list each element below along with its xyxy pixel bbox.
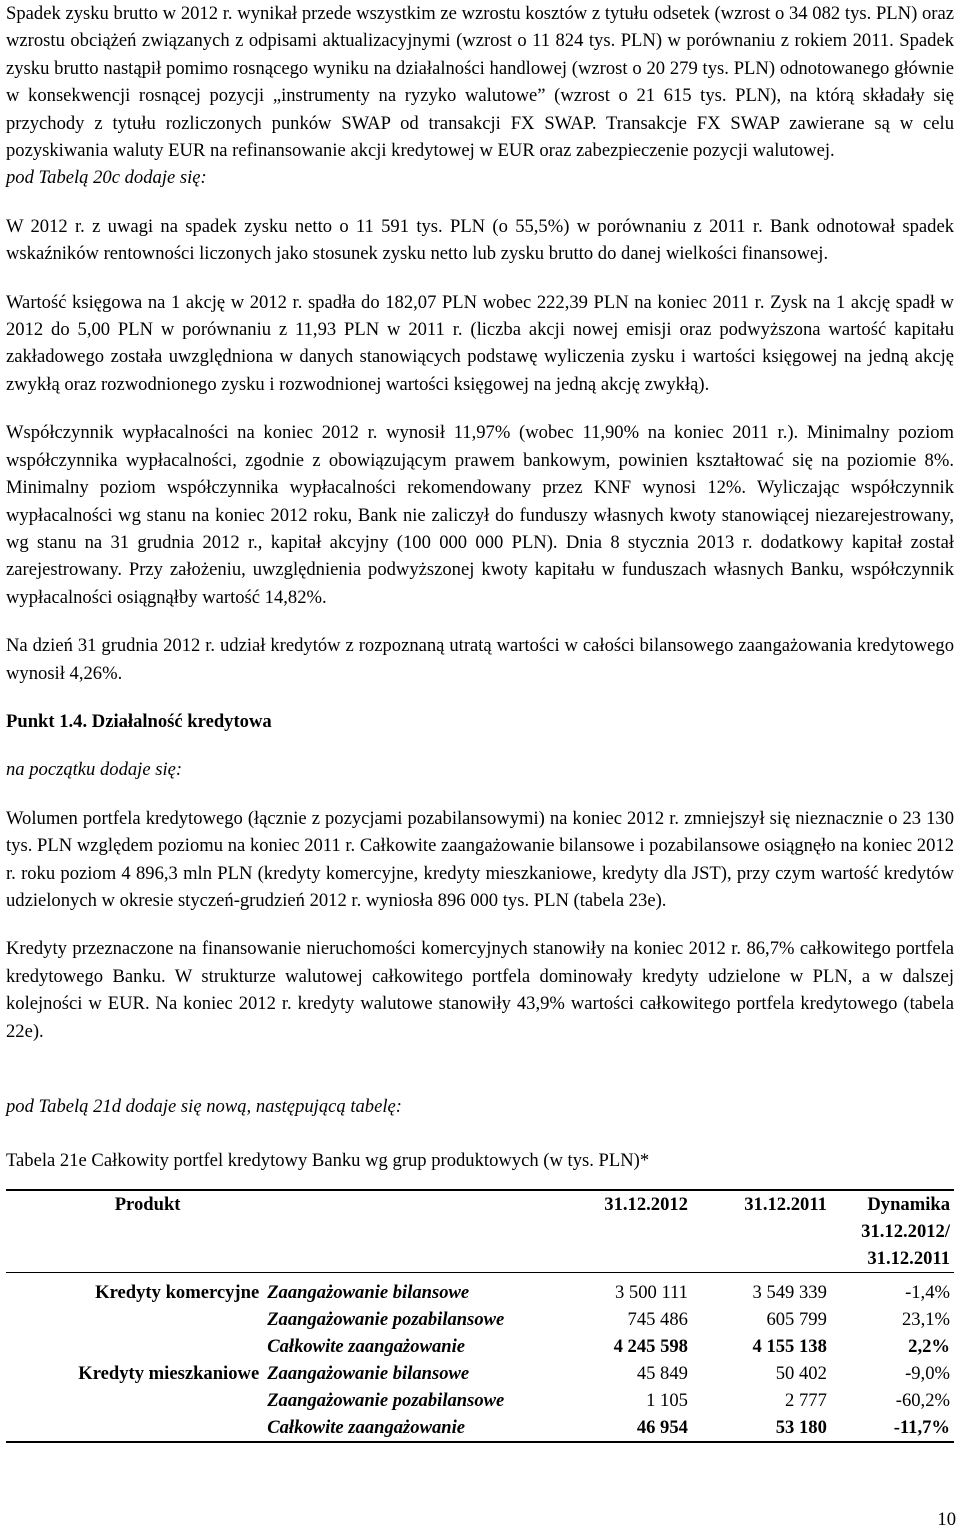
paragraph-solvency-ratio: Współczynnik wypłacalności na koniec 2012 r. wynosił 11,97% (wobec 11,90% na koniec 2011 r.). Minimalny poziom współczynnika wypłacalności, zgodnie z obowiązującym prawem bankowym, powinien kształtować się na poziomie 8%. Minimalny poziom współczynnika wypłacalności rekomendowany przez KNF wynosi 12%. Wyliczając współczynnik wypłacalności wg stanu na koniec 2012 roku, Bank nie zaliczył do funduszy własnych kwoty stanowiącej niezarejestrowany, wg stanu na 31 grudnia 2012 r., kapitał akcyjny (100 000 000 PLN). Dnia 8 stycznia 2013 r. dodatkowy kapitał został zarejestrowany. Przy założeniu, uwzględnienia podwyższonej kwoty kapitału w funduszach własnych Banku, współczynnik wypłacalności osiągnąłby wartość 14,82%. [6,422,954,608]
cell-item: Zaangażowanie pozabilansowe [267,1390,505,1412]
document-page [6,0,954,1443]
table-row [6,1414,954,1441]
cell-2011: 2 777 [785,1390,827,1412]
table-row [6,1306,954,1333]
cell-group: Kredyty komercyjne [95,1281,260,1303]
cell-dynamika: -11,7% [893,1417,950,1439]
cell-item: Zaangażowanie bilansowe [267,1363,470,1385]
cell-item: Zaangażowanie bilansowe [267,1281,470,1303]
header-produkt: Produkt [114,1193,181,1215]
cell-group: Kredyty mieszkaniowe [78,1363,260,1385]
table-header-row [6,1191,954,1273]
cell-2011: 605 799 [766,1309,827,1331]
cell-item: Całkowite zaangażowanie [267,1336,466,1358]
cell-2012: 45 849 [636,1363,688,1385]
cell-dynamika: 23,1% [901,1309,950,1331]
cell-group [6,1306,263,1333]
note-table-20c: pod Tabelą 20c dodaje się: [6,167,207,189]
cell-dynamika: -9,0% [905,1363,950,1385]
paragraph-commercial-real-estate: Kredyty przeznaczone na finansowanie nieruchomości komercyjnych stanowiły na koniec 2012 r. 86,7% całkowitego portfela kredytowego Banku. W strukturze walutowej całkowitego portfela dominowały kredyty udzielone w PLN, a w dalszej kolejności w EUR. Na koniec 2012 r. kredyty walutowe stanowiły 43,9% wartości całkowitego portfela kredytowego (tabela 22e). [6,938,954,1042]
page-number: 10 [937,1509,956,1530]
cell-2012: 1 105 [646,1390,688,1412]
table-row [6,1333,954,1360]
cell-group [6,1387,263,1414]
paragraph-net-profit: W 2012 r. z uwagi na spadek zysku netto o 11 591 tys. PLN (o 55,5%) w porównaniu z 2011 r. Bank odnotował spadek wskaźników rentowności liczonych jako stosunek zysku netto lub zysku brutto do danej wielkości finansowej. [6,215,954,265]
table-row [6,1387,954,1414]
cell-2012: 3 500 111 [614,1281,688,1303]
paragraph-loan-volume: Wolumen portfela kredytowego (łącznie z pozycjami pozabilansowymi) na koniec 2012 r. zmniejszył się nieznacznie o 23 130 tys. PLN względem poziomu na koniec 2011 r. Całkowite zaangażowanie bilansowe i pozabilansowe osiągnęło na koniec 2012 r. roku poziom 4 896,3 mln PLN (kredyty komercyjne, kredyty mieszkaniowe, kredyty dla JST), przy czym wartość kredytów udzielonych w okresie styczeń-grudzień 2012 r. wyniosła 896 000 tys. PLN (tabela 23e). [6,807,954,911]
header-dynamika [831,1191,954,1273]
cell-group [6,1333,263,1360]
header-2012: 31.12.2012 [604,1193,688,1215]
cell-2012: 46 954 [636,1417,688,1439]
cell-dynamika: -1,4% [905,1281,950,1303]
cell-2012: 4 245 598 [613,1336,688,1358]
cell-item: Zaangażowanie pozabilansowe [267,1309,505,1331]
header-dynamika-line2: 31.12.2012/ [861,1220,950,1242]
note-beginning: na początku dodaje się: [6,759,183,781]
cell-2011: 53 180 [775,1417,827,1439]
loan-portfolio-table [6,1189,954,1444]
header-2011: 31.12.2011 [744,1193,827,1215]
cell-2011: 4 155 138 [752,1336,827,1358]
cell-2011: 3 549 339 [752,1281,827,1303]
header-dynamika-line3: 31.12.2011 [867,1247,950,1269]
header-dynamika-line1: Dynamika [867,1193,950,1215]
note-table-21d: pod Tabelą 21d dodaje się nową, następującą tabelę: [6,1096,402,1117]
cell-dynamika: 2,2% [908,1336,950,1358]
cell-item: Całkowite zaangażowanie [267,1417,466,1439]
paragraph-book-value: Wartość księgowa na 1 akcję w 2012 r. spadła do 182,07 PLN wobec 222,39 PLN na koniec 2011 r. Zysk na 1 akcję spadł w 2012 do 5,00 PLN w porównaniu z 11,93 PLN w 2011 r. (liczba akcji nowej emisji oraz podwyższona wartość kapitału zakładowego została uwzględniona w danych stanowiących podstawę wyliczenia zysku i wartości księgowej na jedną akcję zwykłą oraz rozwodnionego zysku i rozwodnionej wartości księgowej na jedną akcję zwykłą). [6,291,954,395]
cell-group [6,1414,263,1441]
header-spacer [263,1191,553,1273]
table-row [6,1360,954,1387]
table-row [6,1272,954,1306]
cell-2011: 50 402 [775,1363,827,1385]
section-heading: Punkt 1.4. Działalność kredytowa [6,710,272,732]
cell-dynamika: -60,2% [895,1390,950,1412]
table-caption: Tabela 21e Całkowity portfel kredytowy Banku wg grup produktowych (w tys. PLN)* [6,1150,650,1172]
paragraph-gross-profit: Spadek zysku brutto w 2012 r. wynikał przede wszystkim ze wzrostu kosztów z tytułu odsetek (wzrost o 34 082 tys. PLN) oraz wzrostu obciążeń związanych z odpisami aktualizacyjnymi (wzrost o 11 824 tys. PLN) w porównaniu z rokiem 2011. Spadek zysku brutto nastąpił pomimo rosnącego wyniku na działalności handlowej (wzrost o 20 279 tys. PLN) odnotowanego głównie w konsekwencji rosnącej pozycji „instrumenty na ryzyko walutowe” (wzrost o 21 615 tys. PLN), na którą składały się przychody z tytułu rozliczonych punków SWAP od transakcji FX SWAP. Transakcje FX SWAP zawierane są w celu pozyskiwania waluty EUR na refinansowanie akcji kredytowej w EUR oraz zabezpieczenie pozycji walutowej. [6,3,954,162]
cell-2012: 745 486 [627,1309,688,1331]
paragraph-impaired-loans: Na dzień 31 grudnia 2012 r. udział kredytów z rozpoznaną utratą wartości w całości bilansowego zaangażowania kredytowego wynosił 4,26%. [6,635,954,684]
